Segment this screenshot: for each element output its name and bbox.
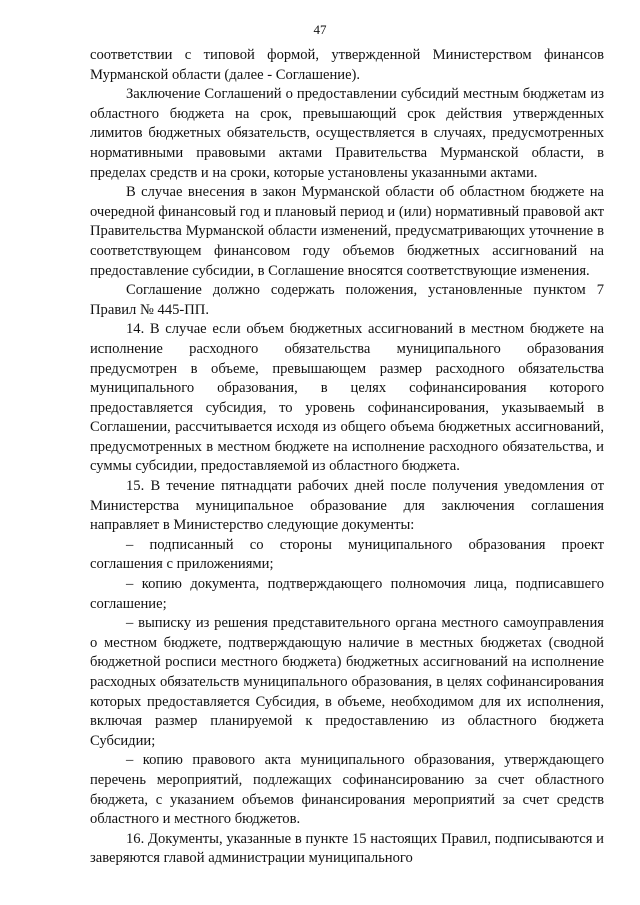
- paragraph-item-16: 16. Документы, указанные в пункте 15 настоящих Правил, подписываются и заверяются главой администрации муниципального: [90, 830, 604, 867]
- page-number: 47: [313, 22, 327, 37]
- list-item-authority-copy: – копию документа, подтверждающего полномочия лица, подписавшего соглашение;: [90, 576, 604, 612]
- list-item-legal-act-copy: – копию правового акта муниципального образования, утверждающего перечень мероприятий, подлежащих софинансированию за счет областного бюджета, с указанием объемов финансирования мероприятий за счет средств областного и местного бюджетов.: [90, 752, 604, 828]
- list-item-budget-extract: – выписку из решения представительного органа местного самоуправления о местном бюджете, подтверждающую наличие в местных бюджетах (сводной бюджетной росписи местного бюджета) бюджетных ассигнований на исполнение расходных обязательств муниципального образования, в целях софинансирования которых предоставляется Субсидия, в объеме, необходимом для их исполнения, включая размер планируемой к предоставлению из областного бюджета Субсидии;: [90, 615, 604, 749]
- list-item-signed-draft: – подписанный со стороны муниципального образования проект соглашения с приложениями;: [90, 536, 604, 573]
- paragraph-budget-law-changes: В случае внесения в закон Мурманской области об областном бюджете на очередной финансовый год и плановый период и (или) нормативный правовой акт Правительства Мурманской области изменений, предусматривающих уточнение в соответствующем финансовом году объемов бюджетных ассигнований на предоставление субсидии, в Соглашение вносятся соответствующие изменения.: [90, 184, 604, 279]
- paragraph-item-15: 15. В течение пятнадцати рабочих дней после получения уведомления от Министерства муниципальное образование для заключения соглашения направляет в Министерство следующие документы:: [90, 478, 604, 534]
- paragraph-agreement-provisions: Соглашение должно содержать положения, установленные пунктом 7 Правил № 445-ПП.: [90, 282, 604, 318]
- paragraph-item-14: 14. В случае если объем бюджетных ассигнований в местном бюджете на исполнение расходного обязательства муниципального образования предусмотрен в объеме, превышающем размер расходного обязательства муниципального образования, в целях софинансирования которого предоставляется субсидия, то уровень софинансирования, указываемый в Соглашении, рассчитывается исходя из общего объема бюджетных ассигнований, предусмотренных в местном бюджете на исполнение расходного обязательства, и суммы субсидии, предоставляемой из областного бюджета.: [90, 321, 604, 475]
- paragraph-continuation: соответствии с типовой формой, утвержденной Министерством финансов Мурманской области (далее - Соглашение).: [90, 47, 604, 83]
- paragraph-agreements-term: Заключение Соглашений о предоставлении субсидий местным бюджетам из областного бюджета на срок, превышающий срок действия утвержденных лимитов бюджетных обязательств, осуществляется в случаях, предусмотренных нормативными правовыми актами Правительства Мурманской области, в пределах средств и на сроки, которые установлены указанными актами.: [90, 86, 604, 181]
- document-body: [90, 46, 604, 869]
